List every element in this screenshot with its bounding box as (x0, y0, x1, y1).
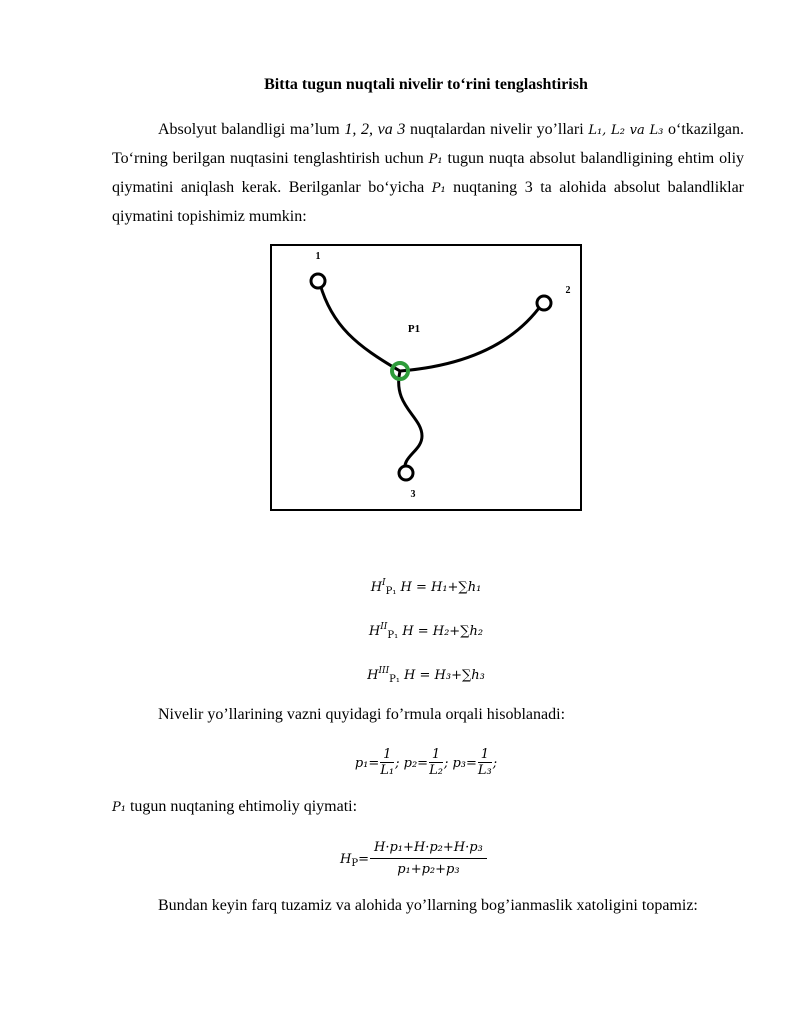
weight-intro-text: Nivelir yo’llarining vazni quyidagi fo’rmula orqali hisoblanadi: (158, 706, 566, 723)
leveling-network-diagram (270, 244, 582, 511)
label-point-1: 1 (315, 251, 321, 262)
path-line-2 (400, 304, 542, 371)
point-1-marker (311, 274, 325, 288)
intro-paragraph: Absolyut balandligi ma’lum 1, 2, va 3 nuqtalardan nivelir yo’llari L₁, L₂ va L₃ o‘tkazilgan. To‘rning berilgan nuqtasini tenglashtirish uchun P₁ tugun nuqta absolut balandligining ehtim oliy qiymatini aniqlash kerak. Berilganlar bo‘yicha P₁ nuqtaning 3 ta alohida absolut balandliklar qiymatini topishimiz mumkin: (112, 121, 745, 225)
closing-paragraph: Bundan keyin farq tuzamiz va alohida yo’llarning bog’ianmaslik xatoligini topamiz: (158, 897, 698, 914)
weights-formula: p₁= $\frac{1}{\text{L₁}}$ ; p₂= $\frac{1}{\text{L₂}}$ ; p₃= $\frac{1}{\text{L₃}}$ ; (354, 747, 498, 778)
formula-h3: $H^{III}_{P_1}$ H = H₃+∑h₃ (367, 666, 485, 685)
probable-value-text: P₁ tugun nuqtaning ehtimoliy qiymati: (112, 798, 358, 815)
formula-h2: $H^{II}_{P_1}$ H = H₂+∑h₂ (368, 622, 484, 641)
node-symbol-2: P₁ (431, 181, 446, 196)
label-point-3: 3 (410, 489, 416, 500)
hp-formula: $H_P=$ $\frac{\text{H·p₁+H·p₂+H·p₃}}{\text{p₁+p₂+p₃}}$ (340, 838, 488, 881)
point-3-marker (399, 466, 413, 480)
label-point-2: 2 (565, 285, 571, 296)
network-svg (272, 246, 580, 509)
page-title: Bitta tugun nuqtali nivelir to‘rini tenglashtirish (264, 76, 588, 93)
node-symbol: P₁ (428, 152, 443, 167)
paths-symbols: L₁, L₂ va L₃ (588, 123, 664, 138)
path-line-3 (399, 371, 422, 471)
point-2-marker (537, 296, 551, 310)
path-line-1 (320, 284, 400, 371)
label-node-p1: P1 (407, 323, 421, 335)
formula-h1: $H^I_{P_1}$ H = H₁+∑h₁ (370, 578, 482, 597)
